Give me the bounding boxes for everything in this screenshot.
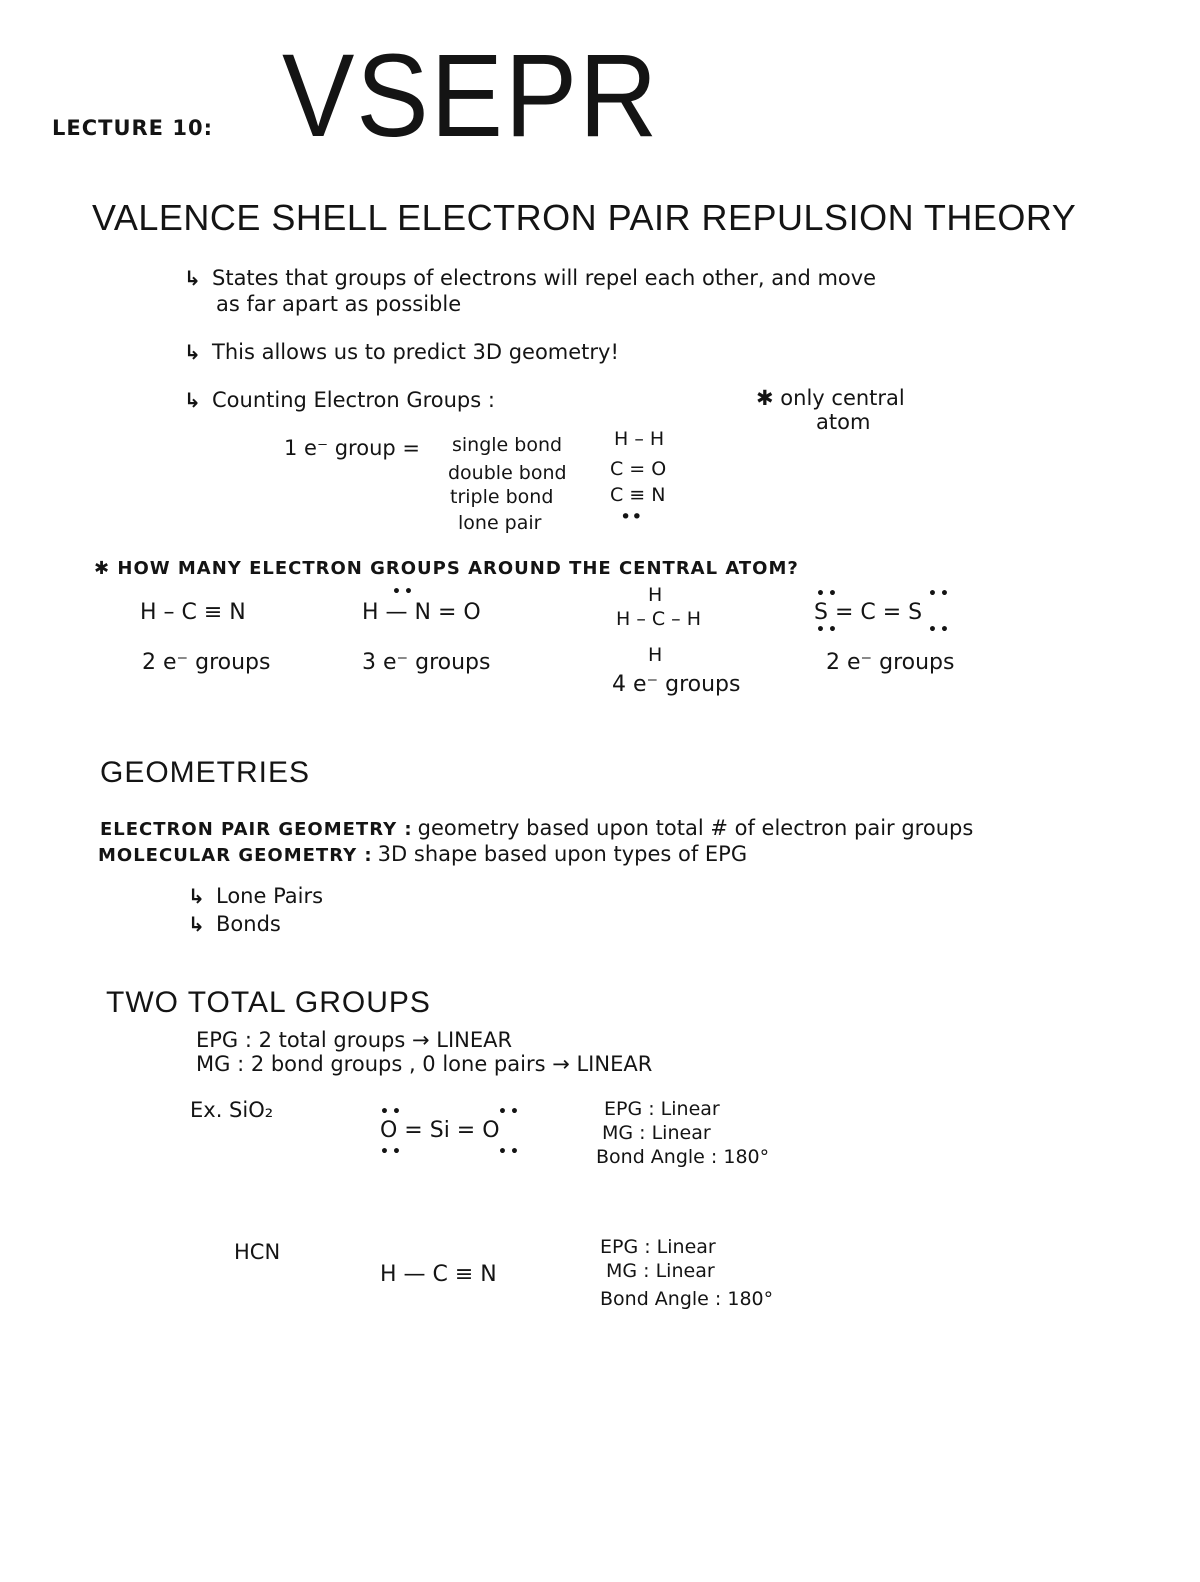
example-hno-result: 3 e⁻ groups xyxy=(362,650,491,675)
two-groups-mg: MG : 2 bond groups , 0 lone pairs → LINEAR xyxy=(196,1052,653,1076)
epg-label: ELECTRON PAIR GEOMETRY : xyxy=(100,819,413,840)
example-hcn-result: 2 e⁻ groups xyxy=(142,650,271,675)
epg-def-text: geometry based upon total # of electron pair groups xyxy=(417,816,974,840)
lone-pair-dots: •• xyxy=(380,1104,404,1120)
example-ch4-result: 4 e⁻ groups xyxy=(612,672,741,697)
geometries-heading: GEOMETRIES xyxy=(100,756,311,789)
group-type-single: single bond xyxy=(452,434,563,456)
central-atom-note xyxy=(756,386,905,410)
group-type-double: double bond xyxy=(448,462,567,484)
intro-point-2-text: This allows us to predict 3D geometry! xyxy=(212,340,619,364)
star-icon: ✱ xyxy=(94,558,111,579)
sub-bonds-text: Bonds xyxy=(216,912,281,936)
page-title: VSEPR xyxy=(282,30,660,162)
hcn-angle: Bond Angle : 180° xyxy=(600,1288,774,1310)
two-groups-epg: EPG : 2 total groups → LINEAR xyxy=(196,1028,513,1052)
two-groups-heading: TWO TOTAL GROUPS xyxy=(106,986,431,1019)
intro-point-2 xyxy=(184,340,619,364)
lecture-label: LECTURE 10: xyxy=(52,116,213,140)
epg-definition xyxy=(100,816,973,840)
group-type-lone-pair: lone pair xyxy=(458,512,542,534)
group-definition-label: 1 e⁻ group = xyxy=(284,436,420,460)
sio2-mg: MG : Linear xyxy=(602,1122,711,1144)
sio2-epg: EPG : Linear xyxy=(604,1098,720,1120)
example-hcn2-label: HCN xyxy=(234,1240,281,1264)
note-line-1: only central xyxy=(780,386,905,410)
sio2-angle: Bond Angle : 180° xyxy=(596,1146,770,1168)
lone-pair-dots: •• xyxy=(498,1104,522,1120)
hook-arrow-icon: ↳ xyxy=(184,388,201,412)
ch4-top-h: H xyxy=(648,584,663,606)
geometry-sub-lone-pairs xyxy=(188,884,323,908)
example-hcn-formula: H – C ≡ N xyxy=(140,600,246,625)
example-sio2-formula: O = Si = O xyxy=(380,1118,500,1143)
example-ch4-formula: H – C – H xyxy=(616,608,701,630)
lone-pair-dots: •• xyxy=(498,1144,522,1160)
lone-pair-dots: •• xyxy=(928,586,952,602)
note-line-2: atom xyxy=(816,410,871,434)
lone-pair-dots: •• xyxy=(928,622,952,638)
example-lone-pair: •• xyxy=(620,506,643,528)
mg-def-text: 3D shape based upon types of EPG xyxy=(377,842,748,866)
lone-pair-dots: •• xyxy=(392,584,416,600)
lone-pair-dots: •• xyxy=(380,1144,404,1160)
example-single: H – H xyxy=(614,428,665,450)
intro-point-3 xyxy=(184,388,495,412)
hook-arrow-icon: ↳ xyxy=(188,884,205,908)
hook-arrow-icon: ↳ xyxy=(184,266,201,290)
hcn-epg: EPG : Linear xyxy=(600,1236,716,1258)
ch4-bottom-h: H xyxy=(648,644,663,666)
hook-arrow-icon: ↳ xyxy=(188,912,205,936)
intro-point-3-text: Counting Electron Groups : xyxy=(212,388,495,412)
intro-point-1-line-1: States that groups of electrons will repel each other, and move xyxy=(212,266,877,290)
example-triple: C ≡ N xyxy=(610,484,666,506)
example-cs2-formula: S = C = S xyxy=(814,600,923,625)
mg-label: MOLECULAR GEOMETRY : xyxy=(98,845,373,866)
star-icon: ✱ xyxy=(756,386,774,410)
question-line xyxy=(94,558,799,579)
group-type-triple: triple bond xyxy=(450,486,554,508)
hook-arrow-icon: ↳ xyxy=(184,340,201,364)
example-cs2-result: 2 e⁻ groups xyxy=(826,650,955,675)
intro-point-1 xyxy=(184,266,876,290)
hcn-mg: MG : Linear xyxy=(606,1260,715,1282)
sub-lone-pairs-text: Lone Pairs xyxy=(216,884,324,908)
lone-pair-dots: •• xyxy=(816,586,840,602)
mg-definition xyxy=(98,842,747,866)
lone-pair-dots: •• xyxy=(816,622,840,638)
example-sio2-label: Ex. SiO₂ xyxy=(190,1098,274,1122)
question-text: HOW MANY ELECTRON GROUPS AROUND THE CENTRAL ATOM? xyxy=(117,558,799,579)
example-hcn2-formula: H — C ≡ N xyxy=(380,1262,497,1287)
example-hno-formula: H — N = O xyxy=(362,600,481,625)
example-double: C = O xyxy=(610,458,667,480)
geometry-sub-bonds xyxy=(188,912,281,936)
intro-point-1-line-2: as far apart as possible xyxy=(216,292,462,316)
theory-heading: VALENCE SHELL ELECTRON PAIR REPULSION THEORY xyxy=(92,197,1077,238)
